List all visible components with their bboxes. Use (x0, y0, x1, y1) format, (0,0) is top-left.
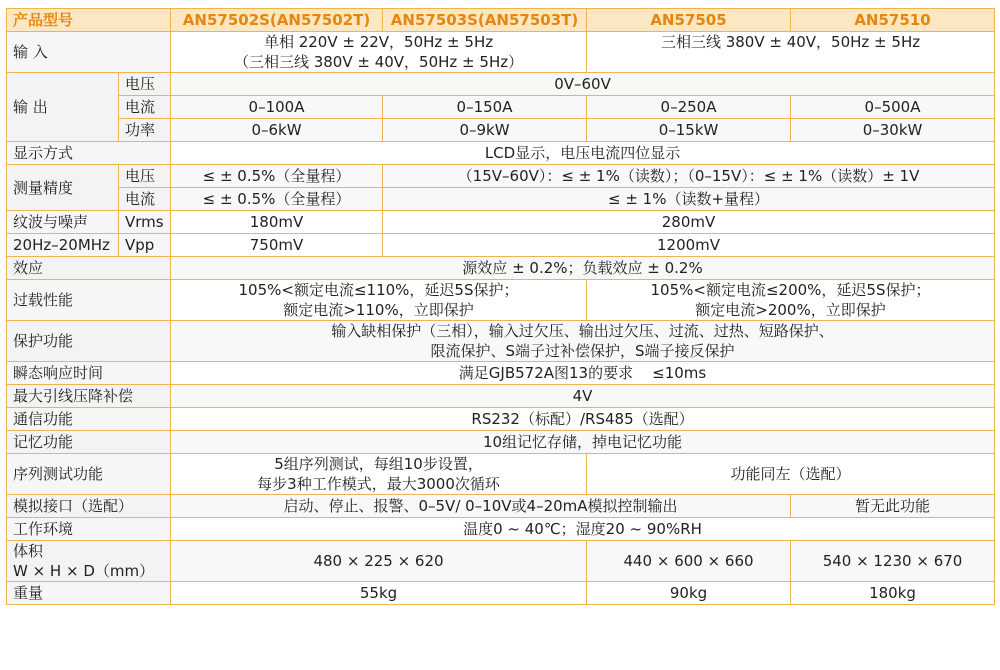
ripple-label-1: 纹波与噪声 (7, 211, 119, 234)
output-current-2: 0–150A (383, 96, 587, 119)
transient-label: 瞬态响应时间 (7, 362, 171, 385)
accuracy-current-b: ≤ ± 1%（读数+量程） (383, 188, 995, 211)
accuracy-current-a: ≤ ± 0.5%（全量程） (171, 188, 383, 211)
row-comm (7, 408, 995, 431)
overload-a-line1: 105%<额定电流≤110%，延迟5S保护； (238, 281, 519, 299)
analog-a: 启动、停止、报警、0–5V/ 0–10V或4–20mA模拟控制输出 (171, 495, 791, 518)
accuracy-current-label: 电流 (119, 188, 171, 211)
accuracy-voltage-b: （15V–60V）：≤ ± 1%（读数）；（0–15V）：≤ ± 1%（读数）± 1V (383, 165, 995, 188)
row-compensation (7, 385, 995, 408)
compensation-label: 最大引线压降补偿 (7, 385, 171, 408)
volume-label-line2: W × H × D（mm） (13, 562, 155, 580)
input-three: 三相三线 380V ± 40V，50Hz ± 5Hz (587, 32, 995, 73)
overload-b-line2: 额定电流>200%，立即保护 (695, 301, 886, 319)
row-accuracy-current (7, 188, 995, 211)
effect-label: 效应 (7, 257, 171, 280)
sequence-a-line2: 每步3种工作模式，最大3000次循环 (257, 475, 500, 493)
row-sequence (7, 454, 995, 495)
environment-label: 工作环境 (7, 518, 171, 541)
output-power-4: 0–30kW (791, 119, 995, 142)
output-voltage-label: 电压 (119, 73, 171, 96)
protection-value (171, 321, 995, 362)
display-value: LCD显示，电压电流四位显示 (171, 142, 995, 165)
sequence-label: 序列测试功能 (7, 454, 171, 495)
row-accuracy-voltage (7, 165, 995, 188)
weight-label: 重量 (7, 582, 171, 605)
ripple-label-2: 20Hz–20MHz (7, 234, 119, 257)
row-ripple-vrms (7, 211, 995, 234)
sequence-a (171, 454, 587, 495)
weight-value-2: 90kg (587, 582, 791, 605)
ripple-vrms-a: 180mV (171, 211, 383, 234)
memory-value: 10组记忆存储，掉电记忆功能 (171, 431, 995, 454)
row-analog (7, 495, 995, 518)
output-current-3: 0–250A (587, 96, 791, 119)
volume-label (7, 541, 171, 582)
row-effect (7, 257, 995, 280)
row-volume (7, 541, 995, 582)
header-row (7, 9, 995, 32)
weight-value-1: 55kg (171, 582, 587, 605)
comm-label: 通信功能 (7, 408, 171, 431)
protection-line1: 输入缺相保护（三相），输入过欠压、输出过欠压、过流、过热、短路保护、 (331, 322, 834, 340)
row-ripple-vpp (7, 234, 995, 257)
output-power-1: 0–6kW (171, 119, 383, 142)
environment-value: 温度0 ~ 40℃；湿度20 ~ 90%RH (171, 518, 995, 541)
overload-a (171, 280, 587, 321)
compensation-value: 4V (171, 385, 995, 408)
row-output-power (7, 119, 995, 142)
overload-b (587, 280, 995, 321)
volume-value-2: 440 × 600 × 660 (587, 541, 791, 582)
ripple-vpp-a: 750mV (171, 234, 383, 257)
volume-value-3: 540 × 1230 × 670 (791, 541, 995, 582)
volume-label-line1: 体积 (13, 542, 44, 560)
transient-value: 满足GJB572A图13的要求 ≤10ms (171, 362, 995, 385)
input-single-line1: 单相 220V ± 22V，50Hz ± 5Hz (263, 33, 494, 51)
protection-line2: 限流保护、S端子过补偿保护，S端子接反保护 (430, 342, 735, 360)
weight-value-3: 180kg (791, 582, 995, 605)
spec-table (6, 8, 995, 605)
header-model-3: AN57505 (587, 9, 791, 32)
overload-b-line1: 105%<额定电流≤200%，延迟5S保护； (650, 281, 931, 299)
ripple-vpp-b: 1200mV (383, 234, 995, 257)
output-label: 输 出 (7, 73, 119, 142)
output-current-4: 0–500A (791, 96, 995, 119)
output-voltage: 0V–60V (171, 73, 995, 96)
analog-b: 暂无此功能 (791, 495, 995, 518)
overload-label: 过载性能 (7, 280, 171, 321)
header-model-1: AN57502S(AN57502T) (171, 9, 383, 32)
row-display (7, 142, 995, 165)
analog-label: 模拟接口（选配） (7, 495, 171, 518)
ripple-vrms-label: Vrms (119, 211, 171, 234)
overload-a-line2: 额定电流>110%，立即保护 (283, 301, 474, 319)
input-single-line2: （三相三线 380V ± 40V，50Hz ± 5Hz） (233, 53, 524, 71)
row-input (7, 32, 995, 73)
output-power-3: 0–15kW (587, 119, 791, 142)
header-model-label: 产品型号 (7, 9, 171, 32)
input-single (171, 32, 587, 73)
accuracy-voltage-a: ≤ ± 0.5%（全量程） (171, 165, 383, 188)
accuracy-voltage-label: 电压 (119, 165, 171, 188)
row-memory (7, 431, 995, 454)
output-current-label: 电流 (119, 96, 171, 119)
ripple-vrms-b: 280mV (383, 211, 995, 234)
volume-value-1: 480 × 225 × 620 (171, 541, 587, 582)
accuracy-label: 测量精度 (7, 165, 119, 211)
ripple-vpp-label: Vpp (119, 234, 171, 257)
row-transient (7, 362, 995, 385)
memory-label: 记忆功能 (7, 431, 171, 454)
protection-label: 保护功能 (7, 321, 171, 362)
row-weight (7, 582, 995, 605)
header-model-4: AN57510 (791, 9, 995, 32)
header-model-2: AN57503S(AN57503T) (383, 9, 587, 32)
row-output-current (7, 96, 995, 119)
comm-value: RS232（标配）/RS485（选配） (171, 408, 995, 431)
display-label: 显示方式 (7, 142, 171, 165)
row-environment (7, 518, 995, 541)
effect-value: 源效应 ± 0.2%；负载效应 ± 0.2% (171, 257, 995, 280)
output-current-1: 0–100A (171, 96, 383, 119)
sequence-b: 功能同左（选配） (587, 454, 995, 495)
input-label: 输 入 (7, 32, 171, 73)
sequence-a-line1: 5组序列测试，每组10步设置， (274, 455, 483, 473)
output-power-label: 功率 (119, 119, 171, 142)
row-overload (7, 280, 995, 321)
row-output-voltage (7, 73, 995, 96)
row-protection (7, 321, 995, 362)
output-power-2: 0–9kW (383, 119, 587, 142)
